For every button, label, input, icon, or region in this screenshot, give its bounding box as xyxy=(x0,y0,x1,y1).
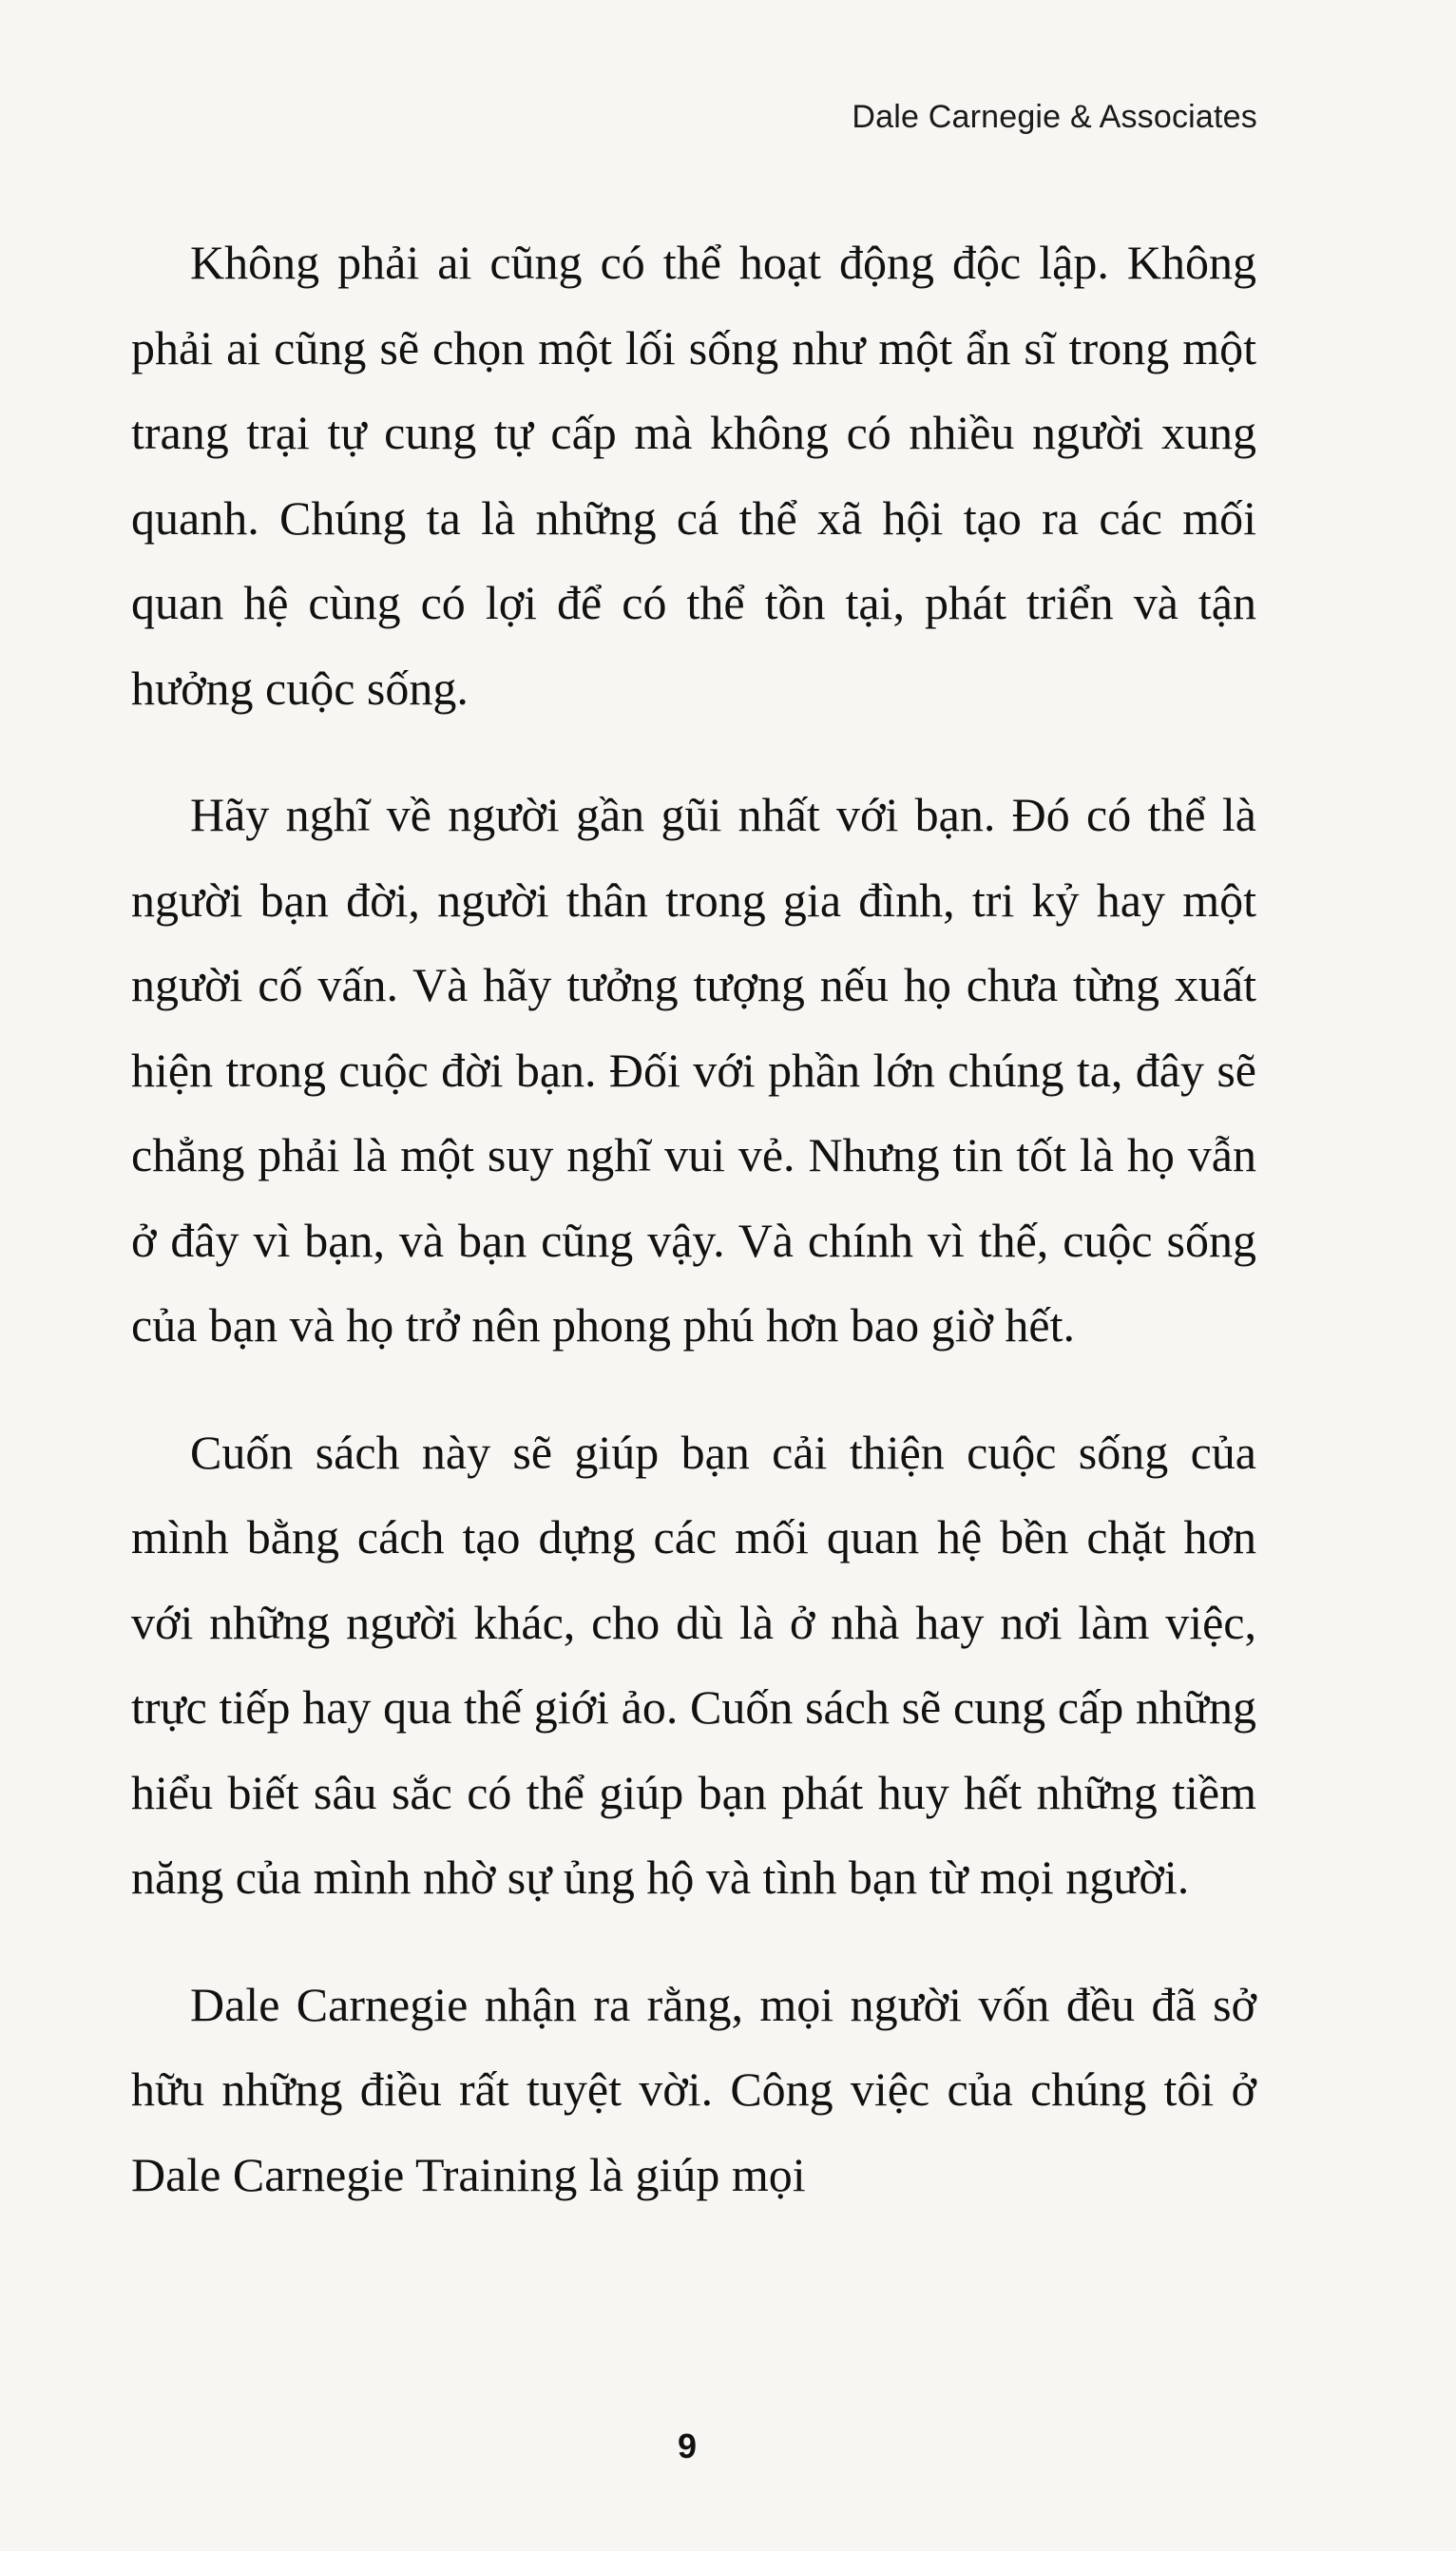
paragraph: Cuốn sách này sẽ giúp bạn cải thiện cuộc sống của mình bằng cách tạo dựng các mối quan hệ bền chặt hơn với những người khác, cho dù là ở nhà hay nơi làm việc, trực tiếp hay qua thế giới ảo. Cuốn sách sẽ cung cấp những hiểu biết sâu sắc có thể giúp bạn phát huy hết những tiềm năng của mình nhờ sự ủng hộ và tình bạn từ mọi người. xyxy=(131,1425,1256,1904)
paragraph: Không phải ai cũng có thể hoạt động độc lập. Không phải ai cũng sẽ chọn một lối sống như một ẩn sĩ trong một trang trại tự cung tự cấp mà không có nhiều người xung quanh. Chúng ta là những cá thể xã hội tạo ra các mối quan hệ cùng có lợi để có thể tồn tại, phát triển và tận hưởng cuộc sống. xyxy=(131,236,1256,715)
running-header: Dale Carnegie & Associates xyxy=(852,99,1257,135)
body-text xyxy=(131,221,1256,2217)
paragraph: Hãy nghĩ về người gần gũi nhất với bạn. Đó có thể là người bạn đời, người thân trong gia đình, tri kỷ hay một người cố vấn. Và hãy tưởng tượng nếu họ chưa từng xuất hiện trong cuộc đời bạn. Đối với phần lớn chúng ta, đây sẽ chẳng phải là một suy nghĩ vui vẻ. Nhưng tin tốt là họ vẫn ở đây vì bạn, và bạn cũng vậy. Và chính vì thế, cuộc sống của bạn và họ trở nên phong phú hơn bao giờ hết. xyxy=(131,788,1256,1352)
page-number: 9 xyxy=(677,2426,698,2465)
paragraph: Dale Carnegie nhận ra rằng, mọi người vốn đều đã sở hữu những điều rất tuyệt vời. Công việc của chúng tôi ở Dale Carnegie Training là giúp mọi xyxy=(131,1977,1256,2201)
